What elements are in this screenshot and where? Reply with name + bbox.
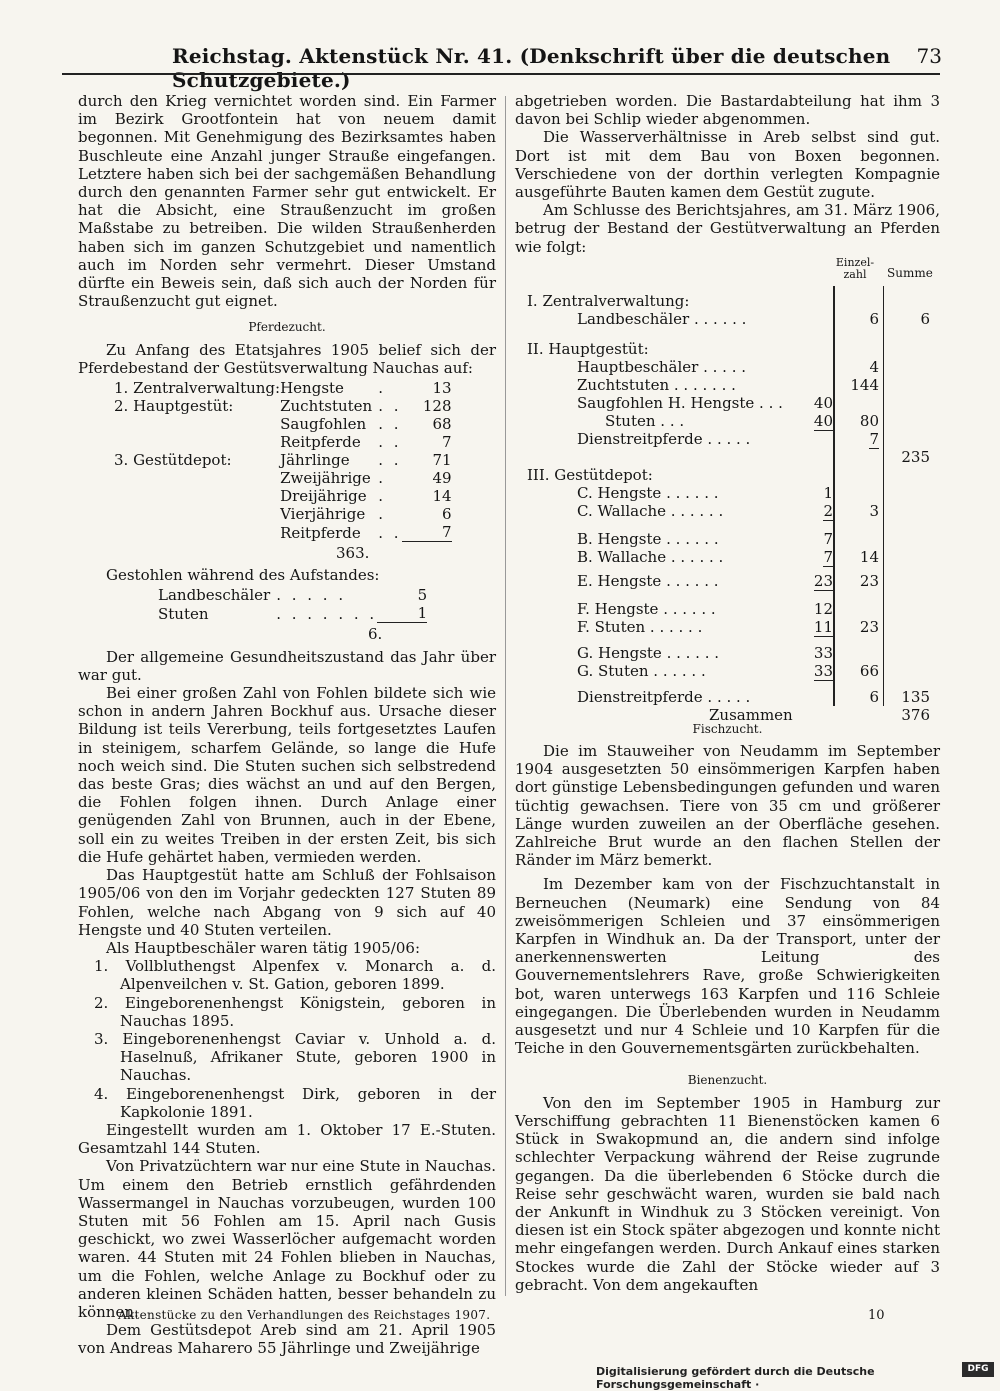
table-row [515, 688, 940, 706]
einzel-b-value: 23 [859, 571, 879, 590]
table-row [515, 530, 940, 548]
table-row [515, 310, 940, 328]
page-number: 73 [916, 44, 942, 68]
row-label: Reitpferde [280, 433, 361, 452]
table-row [515, 394, 940, 412]
stallion-item: 2. Eingeborenenhengst Königstein, geboren in Nauchas 1895. [94, 993, 496, 1030]
row-label: C. Wallache . . . . . . [577, 501, 724, 520]
row-label: Dreijährige [280, 487, 367, 506]
einzel-a-value: 7 [823, 547, 833, 566]
row-value: 5 [417, 586, 428, 605]
row-group [114, 523, 280, 542]
row-label: Landbeschäler . . . . . . [577, 309, 747, 328]
row-label: B. Wallache . . . . . . [577, 547, 724, 566]
einzel-a-value: 11 [813, 617, 833, 636]
einzel-a-value: 23 [813, 571, 833, 590]
row-group: 2. Hauptgestüt: [114, 397, 234, 416]
einzel-a-value: 2 [823, 501, 833, 520]
left-column [78, 92, 496, 1358]
section-heading-bienenzucht: Bienenzucht. [687, 1073, 768, 1088]
running-title: Reichstag. Aktenstück Nr. 41. (Denkschrift über die deutschen Schutzgebiete.) [172, 44, 891, 92]
table-row [114, 469, 452, 487]
row-label: G. Hengste . . . . . . [577, 643, 720, 662]
table-row [515, 706, 940, 724]
table-row [114, 379, 452, 397]
section-heading-fischzucht: Fischzucht. [692, 721, 763, 736]
paragraph: Zu Anfang des Etatsjahres 1905 belief sich der Pferdebestand der Gestütsverwaltung Nauchas auf: [78, 340, 496, 377]
row-label: Zuchtstuten . . . . . . . [577, 375, 736, 394]
row-group: 1. Zentralverwaltung: [114, 379, 281, 398]
einzel-a-value: 1 [823, 483, 833, 502]
einzel-a-value: 7 [823, 529, 833, 548]
row-label: Hauptbeschäler . . . . . [577, 357, 747, 376]
table-row [515, 484, 940, 502]
table-row [515, 502, 940, 520]
table-row [114, 523, 452, 542]
stallion-list [78, 957, 496, 1121]
stallion-item: 1. Vollbluthengst Alpenfex v. Monarch a. d. Alpenveilchen v. St. Gation, geboren 1899. [94, 957, 496, 994]
table-row [515, 292, 940, 310]
section-heading-pferdezucht: Pferdezucht. [248, 320, 326, 335]
row-label: F. Stuten . . . . . . [577, 617, 703, 636]
row-label: III. Gestütdepot: [527, 465, 653, 484]
row-dots: . . [378, 397, 402, 416]
row-dots: . [378, 379, 386, 398]
table-row [515, 340, 940, 358]
einzel-b-value: 80 [859, 411, 879, 430]
paragraph: Der allgemeine Gesundheitszustand das Jahr über war gut. [78, 647, 496, 684]
header-rule [62, 73, 940, 75]
row-label: I. Zentralverwaltung: [527, 291, 690, 310]
summe-value: 376 [901, 705, 930, 724]
einzel-b-value: 6 [869, 309, 879, 328]
table-row [515, 358, 940, 376]
row-label: Hengste [280, 379, 344, 398]
footer-sheet-number: 10 [868, 1308, 885, 1323]
einzel-b-value: 3 [869, 501, 879, 520]
row-dots: . . [378, 523, 402, 542]
paragraph: Bei einer großen Zahl von Fohlen bildete sich wie schon in andern Jahren Bockhuf aus. Ursache dieser Bildung ist teils Vererbung, teils fortgesetztes Laufen in steinigem, scharfem Gelände, so lange die Hufe noch weich sind. Die Stuten suchen sich selbstredend das beste Gras; dies wächst an und auf den Bergen, die Fohlen folgen ihnen. Durch Anlage einer genügenden Zahl von Brunnen, auch in der Ebene, soll ein zu weites Treiben in der ersten Zeit, bis sich die Hufe gehärtet haben, vermieden werden. [78, 684, 496, 866]
row-value: 6 [441, 505, 452, 524]
table-row [515, 548, 940, 566]
stallion-item: 3. Eingeborenenhengst Caviar v. Unhold a. d. Haselnuß, Afrikaner Stute, geboren 1900 in Nauchas. [94, 1029, 496, 1085]
einzel-a-value: 40 [813, 411, 833, 430]
paragraph: abgetrieben worden. Die Bastardabteilung hat ihm 3 davon bei Schlip wieder abgenommen. [515, 92, 940, 129]
table-row [515, 600, 940, 618]
horse-stock-table-1905 [114, 379, 452, 542]
row-label: F. Hengste . . . . . . [577, 599, 716, 618]
row-dots: . [378, 505, 386, 524]
row-label: Reitpferde [280, 523, 361, 542]
row-value: 13 [432, 379, 452, 398]
row-label: Stuten . . . [605, 411, 685, 430]
table-row [515, 466, 940, 484]
table-row [114, 505, 452, 523]
paragraph: Im Dezember kam von der Fischzuchtanstalt in Berneuchen (Neumark) eine Sendung von 84 zweisömmerigen Schleien und 37 einsömmerigen Karpfen in Windhuk an. Da der Transport, unter der anerkennenswerten Leitung des Gouvernementslehrers Rave, große Schwierigkeiten bot, waren unterwegs 163 Karpfen und 116 Schleie eingegangen. Die Überlebenden wurden in Neudamm ausgesetzt und nur 4 Schleie und 10 Karpfen für die Teiche in den Gouvernementsgärten zurückbehalten. [515, 875, 940, 1058]
einzel-a-value: 33 [813, 643, 833, 662]
table-row [158, 586, 427, 604]
paragraph: Von den im September 1905 in Hamburg zur Verschiffung gebrachten 11 Bienenstöcken kamen 6 Stück in Swakopmund an, die andern sind infolge schlechter Verpackung während der Reise zugrunde gegangen. Da die überlebenden 6 Stöcke durch die Reise sehr geschwächt waren, wurden sie bald nach der Ankunft in Windhuk zu 3 Stöcken vereinigt. Von diesen ist ein Stock später abgezogen und konnte nicht mehr eingefangen werden. Durch Ankauf eines starken Stockes wurde die Zahl der Stöcke wieder auf 3 gebracht. Von dem angekauften [515, 1093, 940, 1294]
horse-stock-table-1906 [515, 255, 940, 724]
table-row [515, 662, 940, 680]
row-value: 7 [402, 523, 452, 542]
row-group [114, 469, 280, 487]
row-label: Landbeschäler [158, 586, 271, 605]
row-label: Saugfohlen [280, 415, 367, 434]
table-row [158, 604, 427, 623]
row-group [114, 415, 280, 433]
stolen-total: 6. [368, 625, 383, 644]
einzel-b-value: 144 [850, 375, 879, 394]
einzel-a-value: 12 [813, 599, 833, 618]
einzel-a-value: 40 [813, 393, 833, 412]
row-value: 49 [432, 469, 452, 488]
row-label: Dienstreitpferde . . . . . [577, 429, 751, 448]
dfg-logo: DFG [962, 1362, 994, 1377]
row-label: Saugfohlen H. Hengste . . . [577, 393, 783, 412]
column-header-summe: Summe [887, 265, 933, 280]
table-row [515, 376, 940, 394]
column-header-einzelzahl: Einzel-zahl [835, 255, 875, 281]
paragraph: Am Schlusse des Berichtsjahres, am 31. März 1906, betrug der Bestand der Gestütverwaltung an Pferden wie folgt: [515, 201, 940, 256]
row-label: C. Hengste . . . . . . [577, 483, 719, 502]
row-label: Dienstreitpferde . . . . . [577, 687, 751, 706]
row-group [114, 433, 280, 451]
row-value: 14 [432, 487, 452, 506]
row-label: Zuchtstuten [280, 397, 373, 416]
table-row [114, 397, 452, 415]
row-value: 1 [377, 604, 427, 623]
table-row [114, 433, 452, 451]
row-label: Jährlinge [280, 451, 350, 470]
einzel-b-value: 66 [859, 661, 879, 680]
row-value: 68 [432, 415, 452, 434]
row-group [114, 487, 280, 505]
table-row [515, 448, 940, 466]
paragraph: Dem Gestütsdepot Areb sind am 21. April 1905 von Andreas Maharero 55 Jährlinge und Zweijährige [78, 1321, 496, 1358]
row-dots: . . [378, 451, 402, 470]
row-dots: . . . . . [276, 586, 347, 605]
row-value: 7 [441, 433, 452, 452]
stolen-heading: Gestohlen während des Aufstandes: [106, 566, 380, 585]
row-group: 3. Gestütdepot: [114, 451, 232, 470]
paragraph: Das Hauptgestüt hatte am Schluß der Fohlsaison 1905/06 von den im Vorjahr gedeckten 127 Stuten 89 Fohlen, welche nach Abgang von 9 sich auf 40 Hengste und 40 Stuten verteilen. [78, 866, 496, 939]
paragraph: Als Hauptbeschäler waren tätig 1905/06: [106, 938, 420, 957]
paragraph: Die Wasserverhältnisse in Areb selbst sind gut. Dort ist mit dem Bau von Boxen begonnen. Verschiedene von der dorthin verlegten Kompagnie ausgeführte Bauten kamen dem Gestüt zugute. [515, 128, 940, 202]
table-row [515, 572, 940, 590]
summe-value: 6 [920, 309, 930, 328]
row-dots: . . [378, 415, 402, 434]
einzel-b-value: 14 [859, 547, 879, 566]
summe-value: 235 [901, 447, 930, 466]
horse-total: 363. [336, 544, 370, 563]
einzel-b-value: 4 [869, 357, 879, 376]
table-row [515, 412, 940, 430]
summe-value: 135 [901, 687, 930, 706]
row-dots: . [378, 487, 386, 506]
row-dots: . . [378, 433, 402, 452]
paragraph: Eingestellt wurden am 1. Oktober 17 E.-Stuten. Gesamtzahl 144 Stuten. [78, 1120, 496, 1158]
row-label: Zusammen [709, 705, 793, 724]
einzel-b-value: 23 [859, 617, 879, 636]
row-label: E. Hengste . . . . . . [577, 571, 719, 590]
table-row [515, 430, 940, 448]
row-label: Zweijährige [280, 469, 371, 488]
right-column [515, 92, 940, 1294]
paragraph: Die im Stauweiher von Neudamm im September 1904 ausgesetzten 50 einsömmerigen Karpfen haben dort günstige Lebensbedingungen gefunden und waren tüchtig gewachsen. Tiere von 35 cm und größerer Länge wurden zuweilen an der Oberfläche gesehen. Zahlreiche Brut wurde an den flachen Stellen der Ränder im März bemerkt. [515, 742, 940, 870]
einzel-b-value: 6 [869, 687, 879, 706]
row-dots: . [378, 469, 386, 488]
row-group [114, 505, 280, 523]
row-label: Stuten [158, 604, 209, 623]
page-header [62, 44, 942, 92]
column-divider [505, 96, 506, 1296]
einzel-b-value: 7 [869, 429, 879, 448]
paragraph: Von Privatzüchtern war nur eine Stute in Nauchas. Um einem den Betrieb ernstlich gefährdenden Wassermangel in Nauchas vorzubeugen, wurden 100 Stuten mit 56 Fohlen am 15. April nach Gusis geschickt, wo zwei Wasserlöcher aufgemacht worden waren. 44 Stuten mit 24 Fohlen blieben in Nauchas, um die Fohlen, welche Anlage zu Bockhuf oder zu anderen kleinen Schäden hatten, besser behandeln zu können. [78, 1157, 496, 1321]
table-row [515, 618, 940, 636]
table-row [114, 487, 452, 505]
paragraph: durch den Krieg vernichtet worden sind. Ein Farmer im Bezirk Grootfontein hat von neuem damit begonnen. Mit Genehmigung des Bezirksamtes haben Buschleute eine Anzahl junger Strauße eingefangen. Letztere haben sich bei der sachgemäßen Behandlung durch den genannten Farmer sehr gut entwickelt. Er hat die Absicht, eine Straußenzucht im großen Maßstabe zu betreiben. Die wilden Straußenherden haben sich im ganzen Schutzgebiet und namentlich auch im Norden sehr vermehrt. Dieser Umstand dürfte ein Beweis sein, daß sich auch der Norden für Straußenzucht gut eignet. [78, 92, 496, 311]
einzel-a-value: 33 [813, 661, 833, 680]
table-row [114, 451, 452, 469]
row-label: B. Hengste . . . . . . [577, 529, 719, 548]
row-value: 71 [432, 451, 452, 470]
row-value: 128 [422, 397, 452, 416]
row-label: II. Hauptgestüt: [527, 339, 649, 358]
digitization-credit: Digitalisierung gefördert durch die Deutsche Forschungsgemeinschaft · [596, 1365, 875, 1391]
row-label: Vierjährige [280, 505, 366, 524]
row-dots: . . . . . . . [276, 604, 378, 623]
table-row [515, 644, 940, 662]
footer-source: Aktenstücke zu den Verhandlungen des Reichstages 1907. [118, 1308, 491, 1322]
table-row [114, 415, 452, 433]
stolen-table [158, 586, 427, 623]
row-label: G. Stuten . . . . . . [577, 661, 706, 680]
stallion-item: 4. Eingeborenenhengst Dirk, geboren in der Kapkolonie 1891. [94, 1084, 496, 1121]
